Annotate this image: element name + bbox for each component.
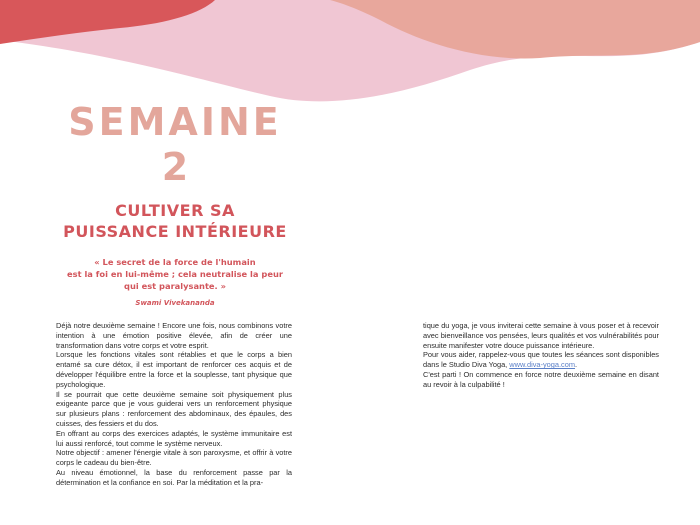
decorative-waves [0, 0, 700, 110]
diva-yoga-link[interactable]: www.diva-yoga.com [509, 360, 576, 370]
body-column-left [56, 321, 292, 488]
week-number: 2 [161, 145, 189, 189]
paragraph-text: Pour vous aider, rappelez-vous que toutes les séances sont disponibles dans le Studio Diva Yoga, [423, 350, 659, 370]
paragraph: En offrant au corps des exercices adaptés, le système immunitaire est lui aussi renforcé, tout comme le système nerveux. [56, 428, 292, 448]
paragraph: Notre objectif : amener l'énergie vitale à son paroxysme, et offrir à votre corps le cadeau du bien-être. [56, 448, 292, 468]
quote-author: Swami Vivekananda [135, 299, 215, 307]
paragraph: tique du yoga, je vous inviterai cette semaine à vous poser et à recevoir avec bienveillance vos pensées, leurs qualités et vos vulnérabilités pour ensuite manifester votre douce puissance intérieure. [423, 321, 659, 350]
paragraph: Il se pourrait que cette deuxième semaine soit physiquement plus exigeante parce que je vous guiderai vers un renforcement physique sur plusieurs plans : renforcement des abdominaux, des épaules, des cuisses, des fessiers et du dos. [56, 389, 292, 428]
quote-line-1: « Le secret de la force de l'humain [94, 257, 256, 267]
week-title: SEMAINE [68, 100, 282, 144]
title-block [60, 100, 290, 307]
paragraph: C'est parti ! On commence en force notre deuxième semaine en disant au revoir à la culpabilité ! [423, 369, 659, 389]
paragraph: Lorsque les fonctions vitales sont rétablies et que le corps a bien entamé sa cure détox, il est important de renforcer ces acquis et de développer l'équilibre entre la force et la souplesse, tant physique que psychologique. [56, 350, 292, 389]
quote-line-3: qui est paralysante. » [124, 281, 226, 291]
paragraph-text: . [575, 360, 578, 370]
body-column-right [423, 321, 659, 390]
paragraph: Au niveau émotionnel, la base du renforcement passe par la détermination et la confiance en soi. Par la méditation et la pra- [56, 467, 292, 487]
subtitle-line-1: CULTIVER SA [115, 201, 235, 220]
subtitle-line-2: PUISSANCE INTÉRIEURE [63, 222, 287, 241]
subtitle [60, 200, 290, 242]
paragraph: Déjà notre deuxième semaine ! Encore une fois, nous combinons votre intention à une émotion positive élevée, afin de créer une transformation dans votre corps et votre esprit. [56, 321, 292, 350]
paragraph [423, 350, 659, 370]
quote-line-2: est la foi en lui-même ; cela neutralise la peur [67, 269, 283, 279]
quote [60, 256, 290, 292]
